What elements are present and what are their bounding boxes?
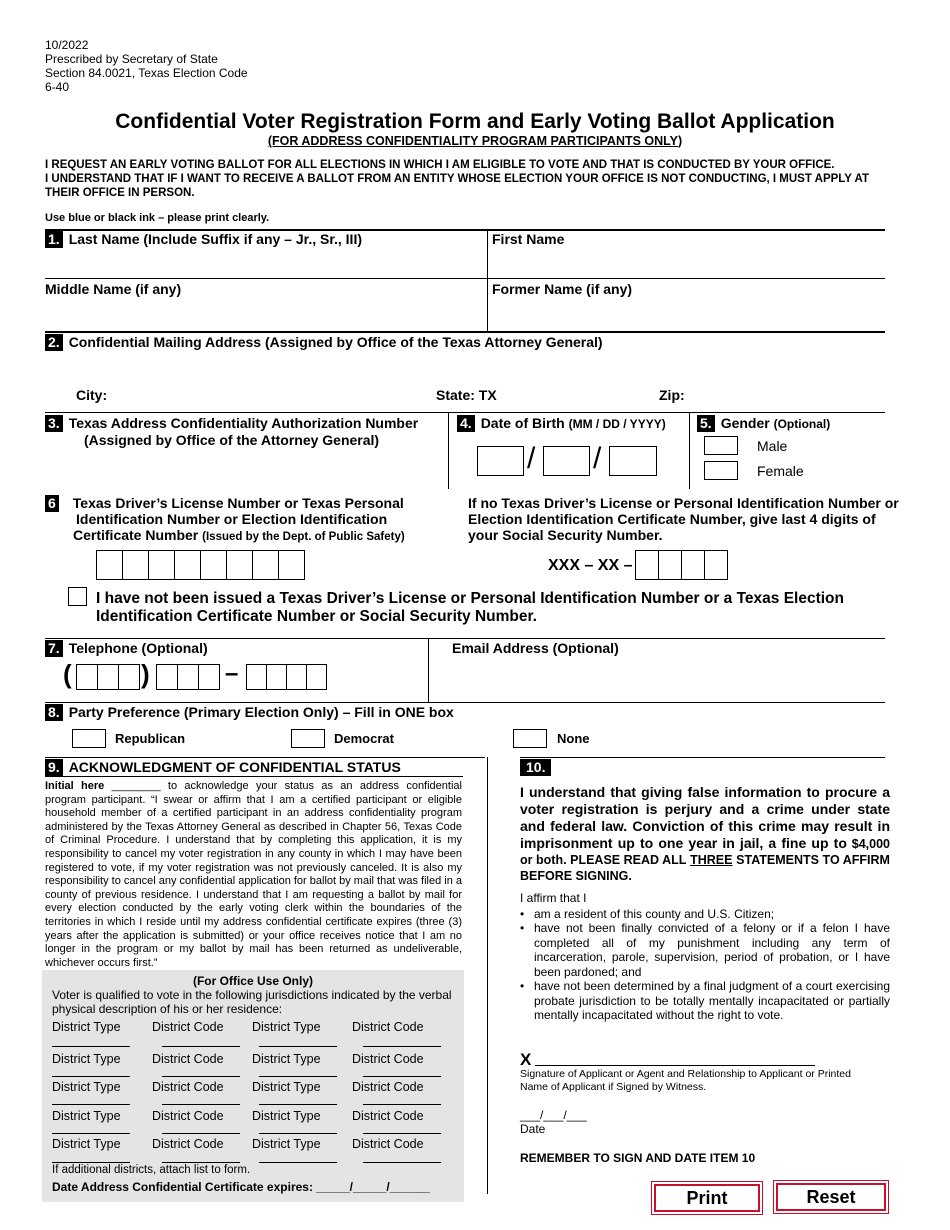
gender-male-label: Male: [757, 438, 788, 454]
phone-digit-cell[interactable]: [118, 664, 140, 690]
dob-month-input[interactable]: [477, 446, 524, 476]
zip-label: Zip:: [659, 387, 685, 403]
phone-close-paren: ): [141, 659, 150, 689]
dl-digit-cell[interactable]: [278, 550, 305, 580]
dl-number-input[interactable]: [97, 550, 305, 580]
dl-digit-cell[interactable]: [174, 550, 201, 580]
office-expires: Date Address Confidential Certificate expires: _____/_____/______: [52, 1180, 430, 1194]
party-democrat-label: Democrat: [334, 731, 394, 746]
city-label: City:: [76, 387, 108, 403]
first-name-input[interactable]: [492, 250, 882, 276]
zip-input[interactable]: [690, 385, 880, 405]
city-input[interactable]: [115, 385, 425, 405]
dob-day-input[interactable]: [543, 446, 590, 476]
request-line-2: I UNDERSTAND THAT IF I WANT TO RECEIVE A BALLOT FROM AN ENTITY WHOSE ELECTION YOUR OFFICE IS NOT CONDUCTING, I MUST APPLY AT THEIR OFFICE IN PERSON.: [45, 173, 869, 199]
dob-slash: /: [527, 442, 536, 475]
not-issued-checkbox[interactable]: [68, 587, 87, 606]
phone-dash: –: [225, 660, 239, 687]
affirm-bullet: • have not been determined by a final judgment of a court exercising probate jurisdiction to be totally mentally incapacitated or partially mentally incapacitated without the right to vote.: [520, 979, 890, 1022]
office-attach-note: If additional districts, attach list to form.: [52, 1164, 251, 1176]
dl-digit-cell[interactable]: [148, 550, 175, 580]
ssn-digit-cell[interactable]: [704, 550, 728, 580]
district-row: District Type District Code District Type District Code: [52, 1052, 424, 1066]
phone-digit-cell[interactable]: [306, 664, 327, 690]
dl-digit-cell[interactable]: [226, 550, 253, 580]
middle-name-input[interactable]: [45, 300, 483, 328]
not-issued-label: I have not been issued a Texas Driver’s License or Personal Identification Number or a Texas Election Identification Certificate Number or Social Security Number.: [96, 590, 844, 625]
mailing-address-input[interactable]: [70, 354, 880, 382]
form-number: 6-40: [45, 80, 70, 94]
date-field[interactable]: ___/___/___: [520, 1108, 587, 1122]
signature-field[interactable]: [535, 1044, 815, 1064]
email-input[interactable]: [452, 660, 882, 698]
phone-area-input[interactable]: [77, 664, 140, 690]
form-subtitle: (FOR ADDRESS CONFIDENTIALITY PROGRAM PARTICIPANTS ONLY): [267, 134, 683, 148]
acp-number-sublabel: (Assigned by Office of the Attorney General): [84, 432, 380, 448]
middle-name-label: Middle Name (if any): [45, 281, 182, 297]
phone-prefix-input[interactable]: [157, 664, 220, 690]
phone-open-paren: (: [63, 659, 72, 689]
form-title: Confidential Voter Registration Form and Early Voting Ballot Application: [115, 110, 835, 133]
party-label: 8. Party Preference (Primary Election Only) – Fill in ONE box: [45, 704, 454, 721]
state-label: State: TX: [436, 387, 497, 403]
office-use-text: Voter is qualified to vote in the following jurisdictions indicated by the verbal physical description of his or her residence:: [52, 988, 452, 1016]
dl-digit-cell[interactable]: [252, 550, 279, 580]
district-row: District Type District Code District Type District Code: [52, 1080, 424, 1094]
dl-number-label: 6 Texas Driver’s License Number or Texas Personal: [45, 495, 404, 512]
reset-button[interactable]: Reset: [776, 1183, 886, 1211]
phone-digit-cell[interactable]: [177, 664, 199, 690]
district-row: District Type District Code District Type District Code: [52, 1020, 424, 1034]
form-date: 10/2022: [45, 38, 89, 52]
affirm-bullet: • am a resident of this county and U.S. Citizen;: [520, 907, 775, 921]
acp-number-input[interactable]: [84, 452, 444, 482]
email-label: Email Address (Optional): [452, 640, 619, 656]
gender-male-checkbox[interactable]: [704, 436, 738, 455]
dob-slash: /: [593, 442, 602, 475]
acp-number-label: 3. Texas Address Confidentiality Authorization Number: [45, 415, 418, 432]
first-name-label: First Name: [492, 231, 565, 247]
dl-number-label-3: Certificate Number (Issued by the Dept. of Public Safety): [73, 527, 405, 543]
phone-digit-cell[interactable]: [198, 664, 220, 690]
ssn-digit-cell[interactable]: [681, 550, 705, 580]
dl-digit-cell[interactable]: [122, 550, 149, 580]
former-name-label: Former Name (if any): [492, 281, 633, 297]
affirm-bullet: • have not been finally convicted of a felony or if a felon I have completed all of my punishment including any term of incarceration, parole, supervision, period of probation, or I have been pardoned; and: [520, 921, 890, 979]
dob-label: 4. Date of Birth (MM / DD / YYYY): [457, 415, 666, 432]
dob-year-input[interactable]: [609, 446, 657, 476]
phone-digit-cell[interactable]: [246, 664, 267, 690]
former-name-input[interactable]: [492, 300, 882, 328]
ink-note: Use blue or black ink – please print clearly.: [45, 212, 270, 224]
dl-digit-cell[interactable]: [200, 550, 227, 580]
phone-digit-cell[interactable]: [97, 664, 119, 690]
phone-line-input[interactable]: [247, 664, 327, 690]
code-section: Section 84.0021, Texas Election Code: [45, 66, 248, 80]
ssn-instructions: If no Texas Driver’s License or Personal Identification Number or Election Identification Certificate Number, give last 4 digits of your Social Security Number.: [468, 495, 899, 543]
ssn-digit-cell[interactable]: [635, 550, 659, 580]
prescribed-by: Prescribed by Secretary of State: [45, 52, 218, 66]
mailing-address-label: 2. Confidential Mailing Address (Assigned by Office of the Texas Attorney General): [45, 334, 603, 351]
ssn-prefix: XXX – XX –: [548, 557, 633, 574]
party-republican-checkbox[interactable]: [72, 729, 106, 748]
remember-note: REMEMBER TO SIGN AND DATE ITEM 10: [520, 1151, 756, 1165]
gender-female-label: Female: [757, 463, 804, 479]
print-button[interactable]: Print: [654, 1184, 760, 1212]
gender-female-checkbox[interactable]: [704, 461, 738, 480]
last-name-label: 1. Last Name (Include Suffix if any – Jr., Sr., III): [45, 231, 362, 248]
acknowledgment-heading: 9. ACKNOWLEDGMENT OF CONFIDENTIAL STATUS: [45, 759, 401, 776]
party-none-checkbox[interactable]: [513, 729, 547, 748]
last-name-input[interactable]: [45, 250, 483, 276]
section-10-number: 10.: [520, 759, 557, 777]
affirm-intro: I affirm that I: [520, 891, 587, 905]
signature-caption: Signature of Applicant or Agent and Relationship to Applicant or Printed Name of Applicant if Signed by Witness.: [520, 1068, 851, 1093]
party-none-label: None: [557, 731, 590, 746]
request-line-1: I REQUEST AN EARLY VOTING BALLOT FOR ALL ELECTIONS IN WHICH I AM ELIGIBLE TO VOTE AND THAT IS CONDUCTED BY YOUR OFFICE.: [45, 159, 835, 171]
initial-field[interactable]: ________: [111, 780, 161, 792]
party-republican-label: Republican: [115, 731, 186, 746]
phone-digit-cell[interactable]: [266, 664, 287, 690]
dl-number-label-2: Identification Number or Election Identification: [76, 511, 388, 527]
dl-digit-cell[interactable]: [96, 550, 123, 580]
party-democrat-checkbox[interactable]: [291, 729, 325, 748]
date-label: Date: [520, 1122, 546, 1136]
phone-digit-cell[interactable]: [286, 664, 307, 690]
phone-digit-cell[interactable]: [156, 664, 178, 690]
gender-label: 5. Gender (Optional): [697, 415, 830, 432]
district-row: District Type District Code District Type District Code: [52, 1137, 424, 1151]
ssn-digit-cell[interactable]: [658, 550, 682, 580]
signature-x-mark: X: [520, 1050, 532, 1069]
phone-digit-cell[interactable]: [76, 664, 98, 690]
ssn-last4-input[interactable]: [636, 550, 728, 580]
acknowledgment-text: Initial here ________ to acknowledge your status as an address confidential program participant. “I swear or affirm that I am a certified participant or eligible household member of a certified participant in an address confidentiality program administered by the Texas Attorney General as described in Chapter 56, Texas Code of Criminal Procedure. I understand that by completing this application, it is my responsibility to cancel my voter registration in any county in which I may have been registered to vote, if my voter registration was not previously canceled. It is also my responsibility to cancel any confidential application for ballot by mail that was filed in a county of previous residence. I understand that I am requesting a ballot by mail for every election conducted by the early voting clerk within the boundaries of the territories in which I reside until my address confidential certificate expires (three (3) years after the application is submitted) or your office receives notice that I am no longer in the program or my ballot by mail has been returned as undeliverable, whichever occurs first.”: [45, 780, 463, 969]
district-row: District Type District Code District Type District Code: [52, 1109, 424, 1123]
office-use-title: (For Office Use Only): [192, 974, 314, 988]
telephone-label: 7. Telephone (Optional): [45, 640, 208, 657]
perjury-warning: I understand that giving false information to procure a voter registration is perjury and a crime under state and federal law. Conviction of this crime may result in imprisonment up to one year in jail, a fine up to $4,000 or both. PLEASE READ ALL THREE STATEMENTS TO AFFIRM BEFORE SIGNING.: [520, 784, 890, 883]
